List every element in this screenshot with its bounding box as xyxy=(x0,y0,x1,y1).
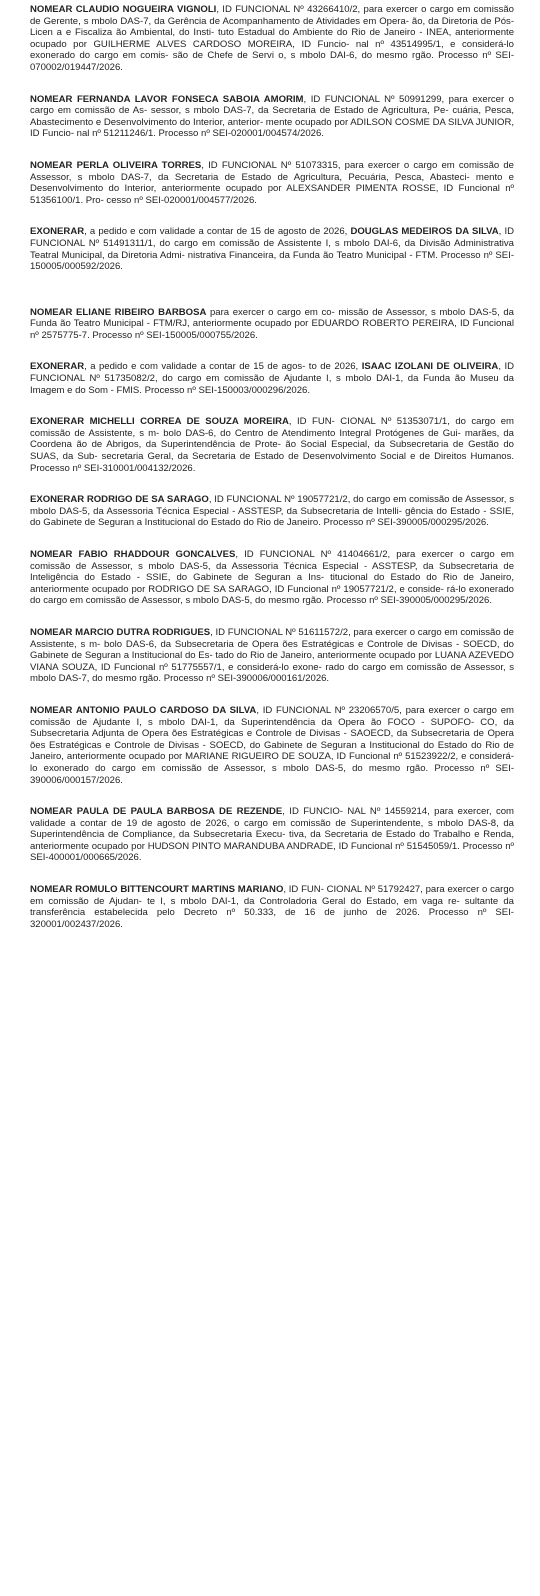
paragraph-lead: EXONERAR xyxy=(30,226,85,238)
paragraph-text: , ID FUNCIONAL Nº 51611572/2, para exercer o cargo em comissão de Assistente, s m- bolo DAS-6, da Subsecretaria de Opera ões Estratégicas e Controle de Divisas - SOECD, do Gabinete de Seguran a Institucional do Es- tado do Rio de Janeiro, anteriormente ocupado por LUANA AZEVEDO VIANA SOUZA, ID Funcional nº 51775557/1, e considerá-lo exone- rado do cargo em comissão de Assessor, s mbolo DAS-7, do mesmo rgão. Processo nº SEI-390006/000161/2026. xyxy=(30,626,514,685)
paragraph-text: , ID FUNCIONAL Nº 51491311/1, do cargo em comissão de Assistente I, s mbolo DAI-6, da Divisão Administrativa Teatral Municipal, da Diretoria Admi- nistrativa Financeira, da Funda ão Teatro Municipal - FTM. Processo nº SEI-150005/000592/2026. xyxy=(30,226,514,273)
paragraph xyxy=(30,416,514,474)
paragraph xyxy=(30,226,514,272)
paragraph-name: ISAAC IZOLANI DE OLIVEIRA xyxy=(361,361,499,373)
paragraph-text: , ID FUNCIONAL Nº 41404661/2, para exercer o cargo em comissão de Assessor, s mbolo DAS-5, da Assessoria Técnica Especial - ASSTESP, da Subsecretaria de Inteligência do Estado - SSIE, do Gabinete de Seguran a Ins- titucional do Estado do Rio de Janeiro, anteriormente ocupado por RODRIGO DE SA SARAGO, ID Funcional nº 19057721/2, e conside- rá-lo exonerado do cargo em comissão de Assessor, s mbolo DAS-5, do mesmo rgão. Processo nº SEI-390005/000295/2026. xyxy=(30,549,515,607)
paragraph-lead: NOMEAR PERLA OLIVEIRA TORRES xyxy=(30,159,202,171)
paragraph-text: para exercer o cargo em co- missão de Assessor, s mbolo DAS-5, da Funda ão Teatro Municipal - FTM/RJ, anteriormente ocupado por EDUARDO ROBERTO PEREIRA, ID Funcional nº 2575775-7. Processo nº SEI-150005/000755/2026. xyxy=(30,306,514,341)
paragraph xyxy=(30,307,514,342)
paragraph-lead: EXONERAR MICHELLI CORREA DE SOUZA MOREIRA xyxy=(30,416,289,428)
paragraph xyxy=(30,361,514,396)
paragraph xyxy=(30,494,514,529)
paragraph-lead: NOMEAR MARCIO DUTRA RODRIGUES xyxy=(30,626,211,638)
paragraph-text: , ID FUNCIONAL Nº 50991299, para exercer o cargo em comissão de As- sessor, s mbolo DAS-7, da Secretaria de Estado de Agricultura, Pe- cuária, Pesca, Abastecimento e Desenvolvimento do Interior, anterior- mente ocupado por ADILSON COSME DA SILVA JUNIOR, ID Funcio- nal nº 51211246/1. Processo nº SEI-020001/004574/2026. xyxy=(30,93,514,140)
paragraph-lead: NOMEAR ROMULO BITTENCOURT MARTINS MARIANO xyxy=(30,884,284,896)
paragraph xyxy=(30,806,514,864)
paragraph-text: , ID FUNCIONAL Nº 19057721/2, do cargo em comissão de Assessor, s mbolo DAS-5, da Assessoria Técnica Especial - ASSTESP, da Subsecretaria de Intelli- gência do Estado - SSIE, do Gabinete de Seguran a Institucional do Estado do Rio de Janeiro. Processo nº SEI-390005/000295/2026. xyxy=(30,494,514,529)
paragraph xyxy=(30,94,514,140)
paragraph xyxy=(30,705,514,786)
paragraph-text: , ID FUNCIONAL Nº 43266410/2, para exercer o cargo em comissão de Gerente, s mbolo DAS-7, da Gerência de Acompanhamento de Atividades em Opera- ão, da Diretoria de Pós-Licen a e Fiscaliza ão Ambiental, do Insti- tuto Estadual do Ambiente do Rio de Janeiro - INEA, anteriormente ocupado por GUILHERME ALVES CARDOSO MOREIRA, ID Funcio- nal nº 43514995/1, e considerá-lo exonerado do cargo em comis- são de Chefe de Servi o, s mbolo DAI-6, do mesmo rgão. Processo nº SEI-070002/019447/2026. xyxy=(30,4,514,73)
paragraph-text: , ID FUNCIONAL Nº 51735082/2, do cargo em comissão de Ajudante I, s mbolo DAI-1, da Funda ão Museu da Imagem e do Som - FMIS. Processo nº SEI-150003/000296/2026. xyxy=(30,361,514,396)
paragraph-lead: NOMEAR ELIANE RIBEIRO BARBOSA xyxy=(30,306,207,318)
paragraph-text: , ID FUN- CIONAL Nº 51353071/1, do cargo em comissão de Assistente, s m- bolo DAS-6, do Centro de Atendimento Integral Protógenes de Gui- marães, da Coordena ão de Abrigos, da Superintendência de Prote- ão Social Especial, da Subsecretaria de Gestão do SUAS, da Sub- secretaria Geral, da Secretaria de Estado de Desenvolvimento Social e de Direitos Humanos. Processo nº SEI-310001/004132/2026. xyxy=(30,416,514,474)
paragraph xyxy=(30,549,514,607)
paragraph-text: , a pedido e com validade a contar de 15 de agosto de 2026, xyxy=(84,226,351,238)
paragraph-text: , a pedido e com validade a contar de 15 de agos- to de 2026, xyxy=(84,361,362,373)
paragraph xyxy=(30,884,514,930)
paragraph-lead: EXONERAR RODRIGO DE SA SARAGO xyxy=(30,494,209,506)
paragraph-lead: NOMEAR ANTONIO PAULO CARDOSO DA SILVA xyxy=(30,704,257,716)
paragraph-text: , ID FUNCIONAL Nº 23206570/5, para exercer o cargo em comissão de Ajudante I, s mbolo DAI-1, da Superintendência da Opera ão FOCO - SUPOFO- CO, da Subsecretaria Adjunta de Opera ões Estratégicas e Controle de Divisas - SAOECD, da Subsecretaria de Opera ões Estratégicas e Controle de Divisas - SOECD, do Gabinete de Seguran a Institucional do Estado do Rio de Janeiro, anteriormente ocupado por MARIANE RIGUEIRO DE SOUZA, ID Funcional nº 51523922/2, e considerá-lo exonerado do cargo em comissão de Assessor, s mbolo DAS-5, do mesmo rgão. Processo nº SEI-390006/000157/2026. xyxy=(30,704,514,786)
paragraph xyxy=(30,627,514,685)
paragraph-text: , ID FUN- CIONAL Nº 51792427, para exercer o cargo em comissão de Ajudan- te I, s mbolo DAI-1, da Controladoria Geral do Estado, em vaga re- sultante da transferência estabelecida pelo Decreto nº 50.333, de 16 de junho de 2026. Processo nº SEI-320001/002437/2026. xyxy=(30,884,514,930)
paragraph xyxy=(30,160,514,206)
paragraph-lead: NOMEAR PAULA DE PAULA BARBOSA DE REZENDE xyxy=(30,806,283,818)
paragraph-lead: NOMEAR FABIO RHADDOUR GONCALVES xyxy=(30,549,236,560)
paragraph xyxy=(30,4,514,74)
paragraph-lead: EXONERAR xyxy=(30,361,85,373)
paragraph-name: DOUGLAS MEDEIROS DA SILVA xyxy=(350,226,499,238)
paragraph-lead: NOMEAR FERNANDA LAVOR FONSECA SABOIA AMORIM xyxy=(30,93,304,105)
paragraph-text: , ID FUNCIO- NAL Nº 14559214, para exercer, com validade a contar de 19 de agosto de 2026, o cargo em comissão de Superintendente, s mbolo DAS-8, da Superintendência de Compliance, da Subsecretaria Execu- tiva, da Secretaria de Estado do Trabalho e Renda, anteriormente ocupado por HUDSON PINTO MARANDUBA ANDRADE, ID Funcional nº 51545059/1. Processo nº SEI-400001/000665/2026. xyxy=(30,806,514,864)
paragraph-text: , ID FUNCIONAL Nº 51073315, para exercer o cargo em comissão de Assessor, s mbolo DAS-7, da Secretaria de Estado de Agricultura, Pecuária, Pesca, Abasteci- mento e Desenvolvimento do Interior, anteriormente ocupado por ALEXSANDER PIMENTA ROSSE, ID Funcional nº 51356100/1. Pro- cesso nº SEI-020001/004577/2026. xyxy=(30,159,514,206)
paragraph-lead: NOMEAR CLAUDIO NOGUEIRA VIGNOLI xyxy=(30,4,217,15)
